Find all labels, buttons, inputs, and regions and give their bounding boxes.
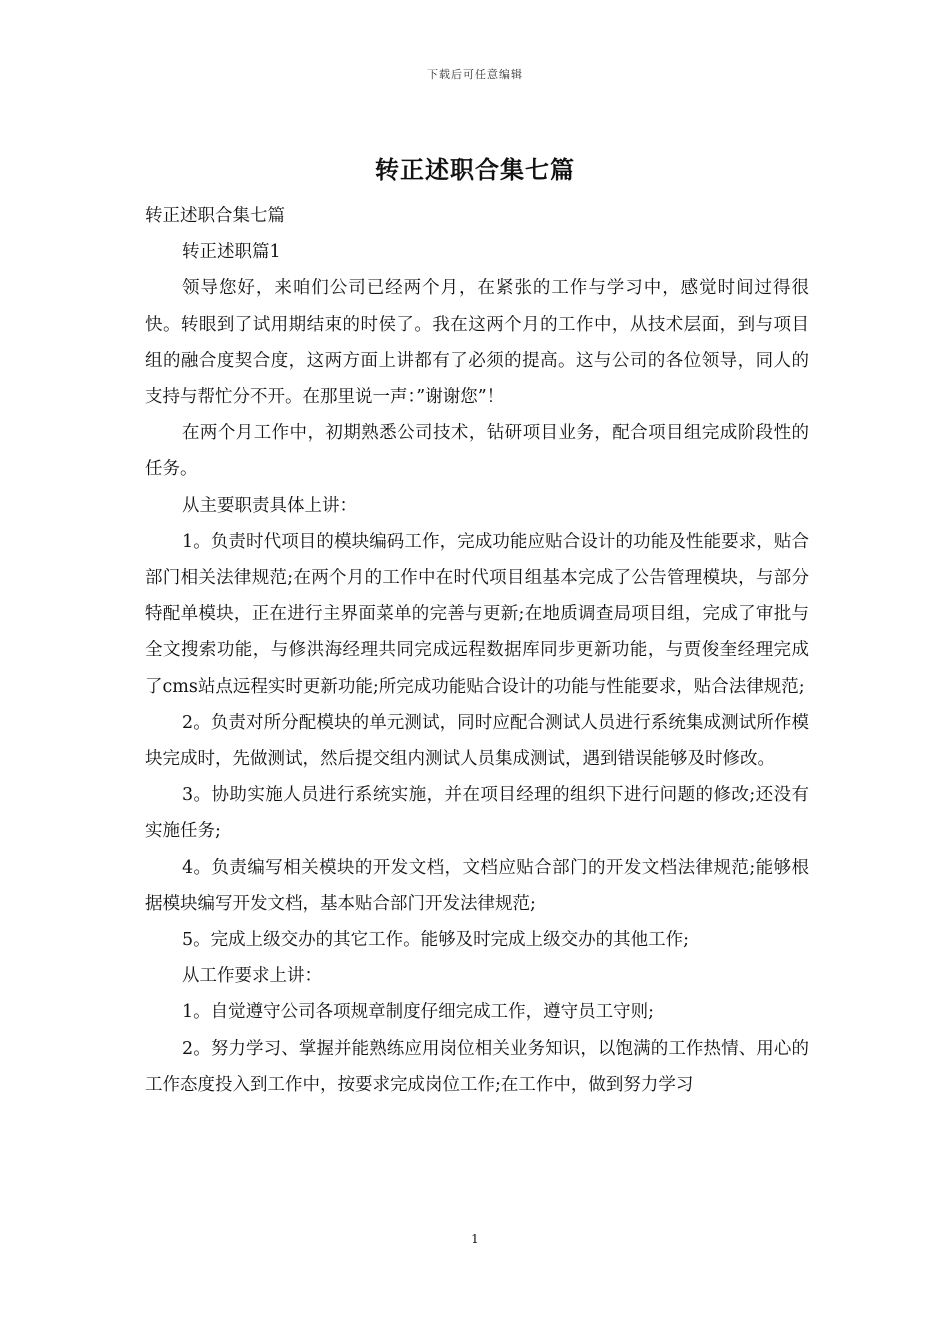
paragraph: 2。负责对所分配模块的单元测试，同时应配合测试人员进行系统集成测试所作模块完成时，先做测试，然后提交组内测试人员集成测试，遇到错误能够及时修改。 <box>145 712 809 770</box>
paragraph: 1。自觉遵守公司各项规章制度仔细完成工作，遵守员工守则; <box>182 1002 655 1023</box>
paragraph: 在两个月工作中，初期熟悉公司技术，钻研项目业务，配合项目组完成阶段性的任务。 <box>145 423 809 480</box>
header-note: 下载后可任意编辑 <box>427 68 523 81</box>
paragraph: 转正述职合集七篇 <box>145 206 285 226</box>
paragraph: 2。努力学习、掌握并能熟练应用岗位相关业务知识，以饱满的工作热情、用心的工作态度投入到工作中，按要求完成岗位工作;在工作中，做到努力学习 <box>145 1038 809 1095</box>
paragraph: 从工作要求上讲： <box>182 966 322 987</box>
document-body <box>145 198 809 1103</box>
paragraph: 3。协助实施人员进行系统实施，并在项目经理的组织下进行问题的修改;还没有实施任务; <box>145 785 809 842</box>
page-number: 1 <box>471 1232 479 1246</box>
document-title: 转正述职合集七篇 <box>375 155 575 184</box>
paragraph: 4。负责编写相关模块的开发文档，文档应贴合部门的开发文档法律规范;能够根据模块编写开发文档，基本贴合部门开发法律规范; <box>145 857 809 914</box>
paragraph: 从主要职责具体上讲： <box>182 495 357 516</box>
paragraph: 1。负责时代项目的模块编码工作，完成功能应贴合设计的功能及性能要求，贴合部门相关法律规范;在两个月的工作中在时代项目组基本完成了公告管理模块，与部分特配单模块，正在进行主界面菜单的完善与更新;在地质调查局项目组，完成了审批与全文搜索功能，与修洪海经理共同完成远程数据库同步更新功能，与贾俊奎经理完成了cms站点远程实时更新功能;所完成功能贴合设计的功能与性能要求，贴合法律规范; <box>145 531 809 697</box>
paragraph: 5。完成上级交办的其它工作。能够及时完成上级交办的其他工作; <box>182 930 690 951</box>
paragraph: 转正述职篇1 <box>182 242 281 263</box>
paragraph: 领导您好，来咱们公司已经两个月，在紧张的工作与学习中，感觉时间过得很快。转眼到了试用期结束的时侯了。我在这两个月的工作中，从技术层面，到与项目组的融合度契合度，这两方面上讲都有了必须的提高。这与公司的各位领导，同人的支持与帮忙分不开。在那里说一声：”谢谢您”！ <box>145 278 809 408</box>
